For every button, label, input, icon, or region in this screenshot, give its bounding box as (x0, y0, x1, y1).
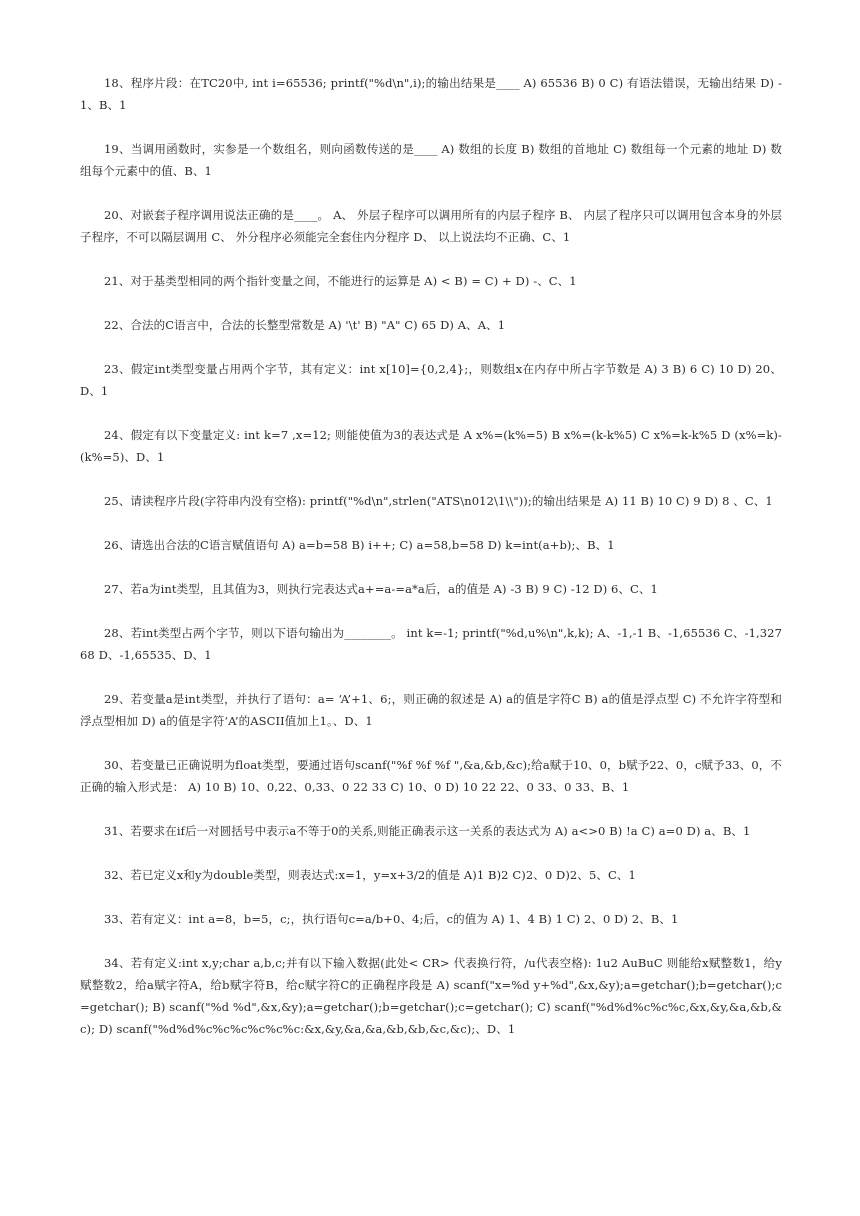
question-27: 27、若a为int类型，且其值为3，则执行完表达式a+=a-=a*a后，a的值是 A) -3 B) 9 C) -12 D) 6、C、1 (104, 582, 658, 596)
question-28: 28、若int类型占两个字节，则以下语句输出为________。 int k=-1; printf("%d,u%\n",k,k); A、-1,-1 B、-1,65536 C、-1,32768 D、-1,65535、D、1 (80, 626, 782, 662)
question-list (80, 72, 782, 1062)
question-21: 21、对于基类型相同的两个指针变量之间，不能进行的运算是 A) < B) = C) + D) -、C、1 (104, 274, 577, 288)
question-31: 31、若要求在if后一对圆括号中表示a不等于0的关系,则能正确表示这一关系的表达式为 A) a<>0 B) !a C) a=0 D) a、B、1 (104, 824, 751, 838)
question-24: 24、假定有以下变量定义: int k=7 ,x=12; 则能使值为3的表达式是 A x%=(k%=5) B x%=(k-k%5) C x%=k-k%5 D (x%=k)-(k%=5)、D、1 (80, 428, 782, 464)
question-20: 20、对嵌套子程序调用说法正确的是____。 A、 外层子程序可以调用所有的内层子程序 B、 内层了程序只可以调用包含本身的外层子程序，不可以隔层调用 C、 外分程序必须能完全套住内分程序 D、 以上说法均不正确、C、1 (80, 208, 782, 244)
question-34: 34、若有定义:int x,y;char a,b,c;并有以下输入数据(此处< CR> 代表换行符，/u代表空格): 1u2 AuBuC 则能给x赋整数1，给y赋整数2，给a赋字符A，给b赋字符B，给c赋字符C的正确程序段是 A) scanf("x=%d y+%d",&x,&y);a=getchar();b=getchar();c=getchar(); B) scanf("%d %d",&x,&y);a=getchar();b=getchar();c=getchar(); C) scanf("%d%d%c%c%c,&x,&y,&a,&b,&c); D) scanf("%d%d%c%c%c%c%c%c:&x,&y,&a,&a,&b,&b,&c,&c);、D、1 (80, 956, 782, 1036)
question-23: 23、假定int类型变量占用两个字节，其有定义：int x[10]={0,2,4};，则数组x在内存中所占字节数是 A) 3 B) 6 C) 10 D) 20、D、1 (80, 362, 782, 398)
question-33: 33、若有定义：int a=8，b=5，c;，执行语句c=a/b+0、4;后，c的值为 A) 1、4 B) 1 C) 2、0 D) 2、B、1 (104, 912, 679, 926)
question-30: 30、若变量已正确说明为float类型，要通过语句scanf("%f %f %f ",&a,&b,&c);给a赋于10、0，b赋予22、0，c赋予33、0，不正确的输入形式是： A) 10 B) 10、0,22、0,33、0 22 33 C) 10、0 D) 10 22 22、0 33、0 33、B、1 (80, 758, 782, 794)
question-25: 25、请读程序片段(字符串内没有空格): printf("%d\n",strlen("ATS\n012\1\\"));的输出结果是 A) 11 B) 10 C) 9 D) 8 、C、1 (104, 494, 773, 508)
question-22: 22、合法的C语言中，合法的长整型常数是 A) '\t' B) "A" C) 65 D) A、A、1 (104, 318, 506, 332)
question-32: 32、若已定义x和y为double类型，则表达式:x=1，y=x+3/2的值是 A)1 B)2 C)2、0 D)2、5、C、1 (104, 868, 636, 882)
question-26: 26、请选出合法的C语言赋值语句 A) a=b=58 B) i++; C) a=58,b=58 D) k=int(a+b);、B、1 (104, 538, 615, 552)
question-18: 18、程序片段：在TC20中, int i=65536; printf("%d\n",i);的输出结果是____ A) 65536 B) 0 C) 有语法错误，无输出结果 D) -1、B、1 (80, 76, 782, 112)
question-19: 19、当调用函数时，实参是一个数组名，则向函数传送的是____ A) 数组的长度 B) 数组的首地址 C) 数组每一个元素的地址 D) 数组每个元素中的值、B、1 (80, 142, 782, 178)
question-29: 29、若变量a是int类型，并执行了语句：a= ‘A’+1、6;，则正确的叙述是 A) a的值是字符C B) a的值是浮点型 C) 不允许字符型和浮点型相加 D) a的值是字符‘A’的ASCII值加上1。、D、1 (80, 692, 782, 728)
